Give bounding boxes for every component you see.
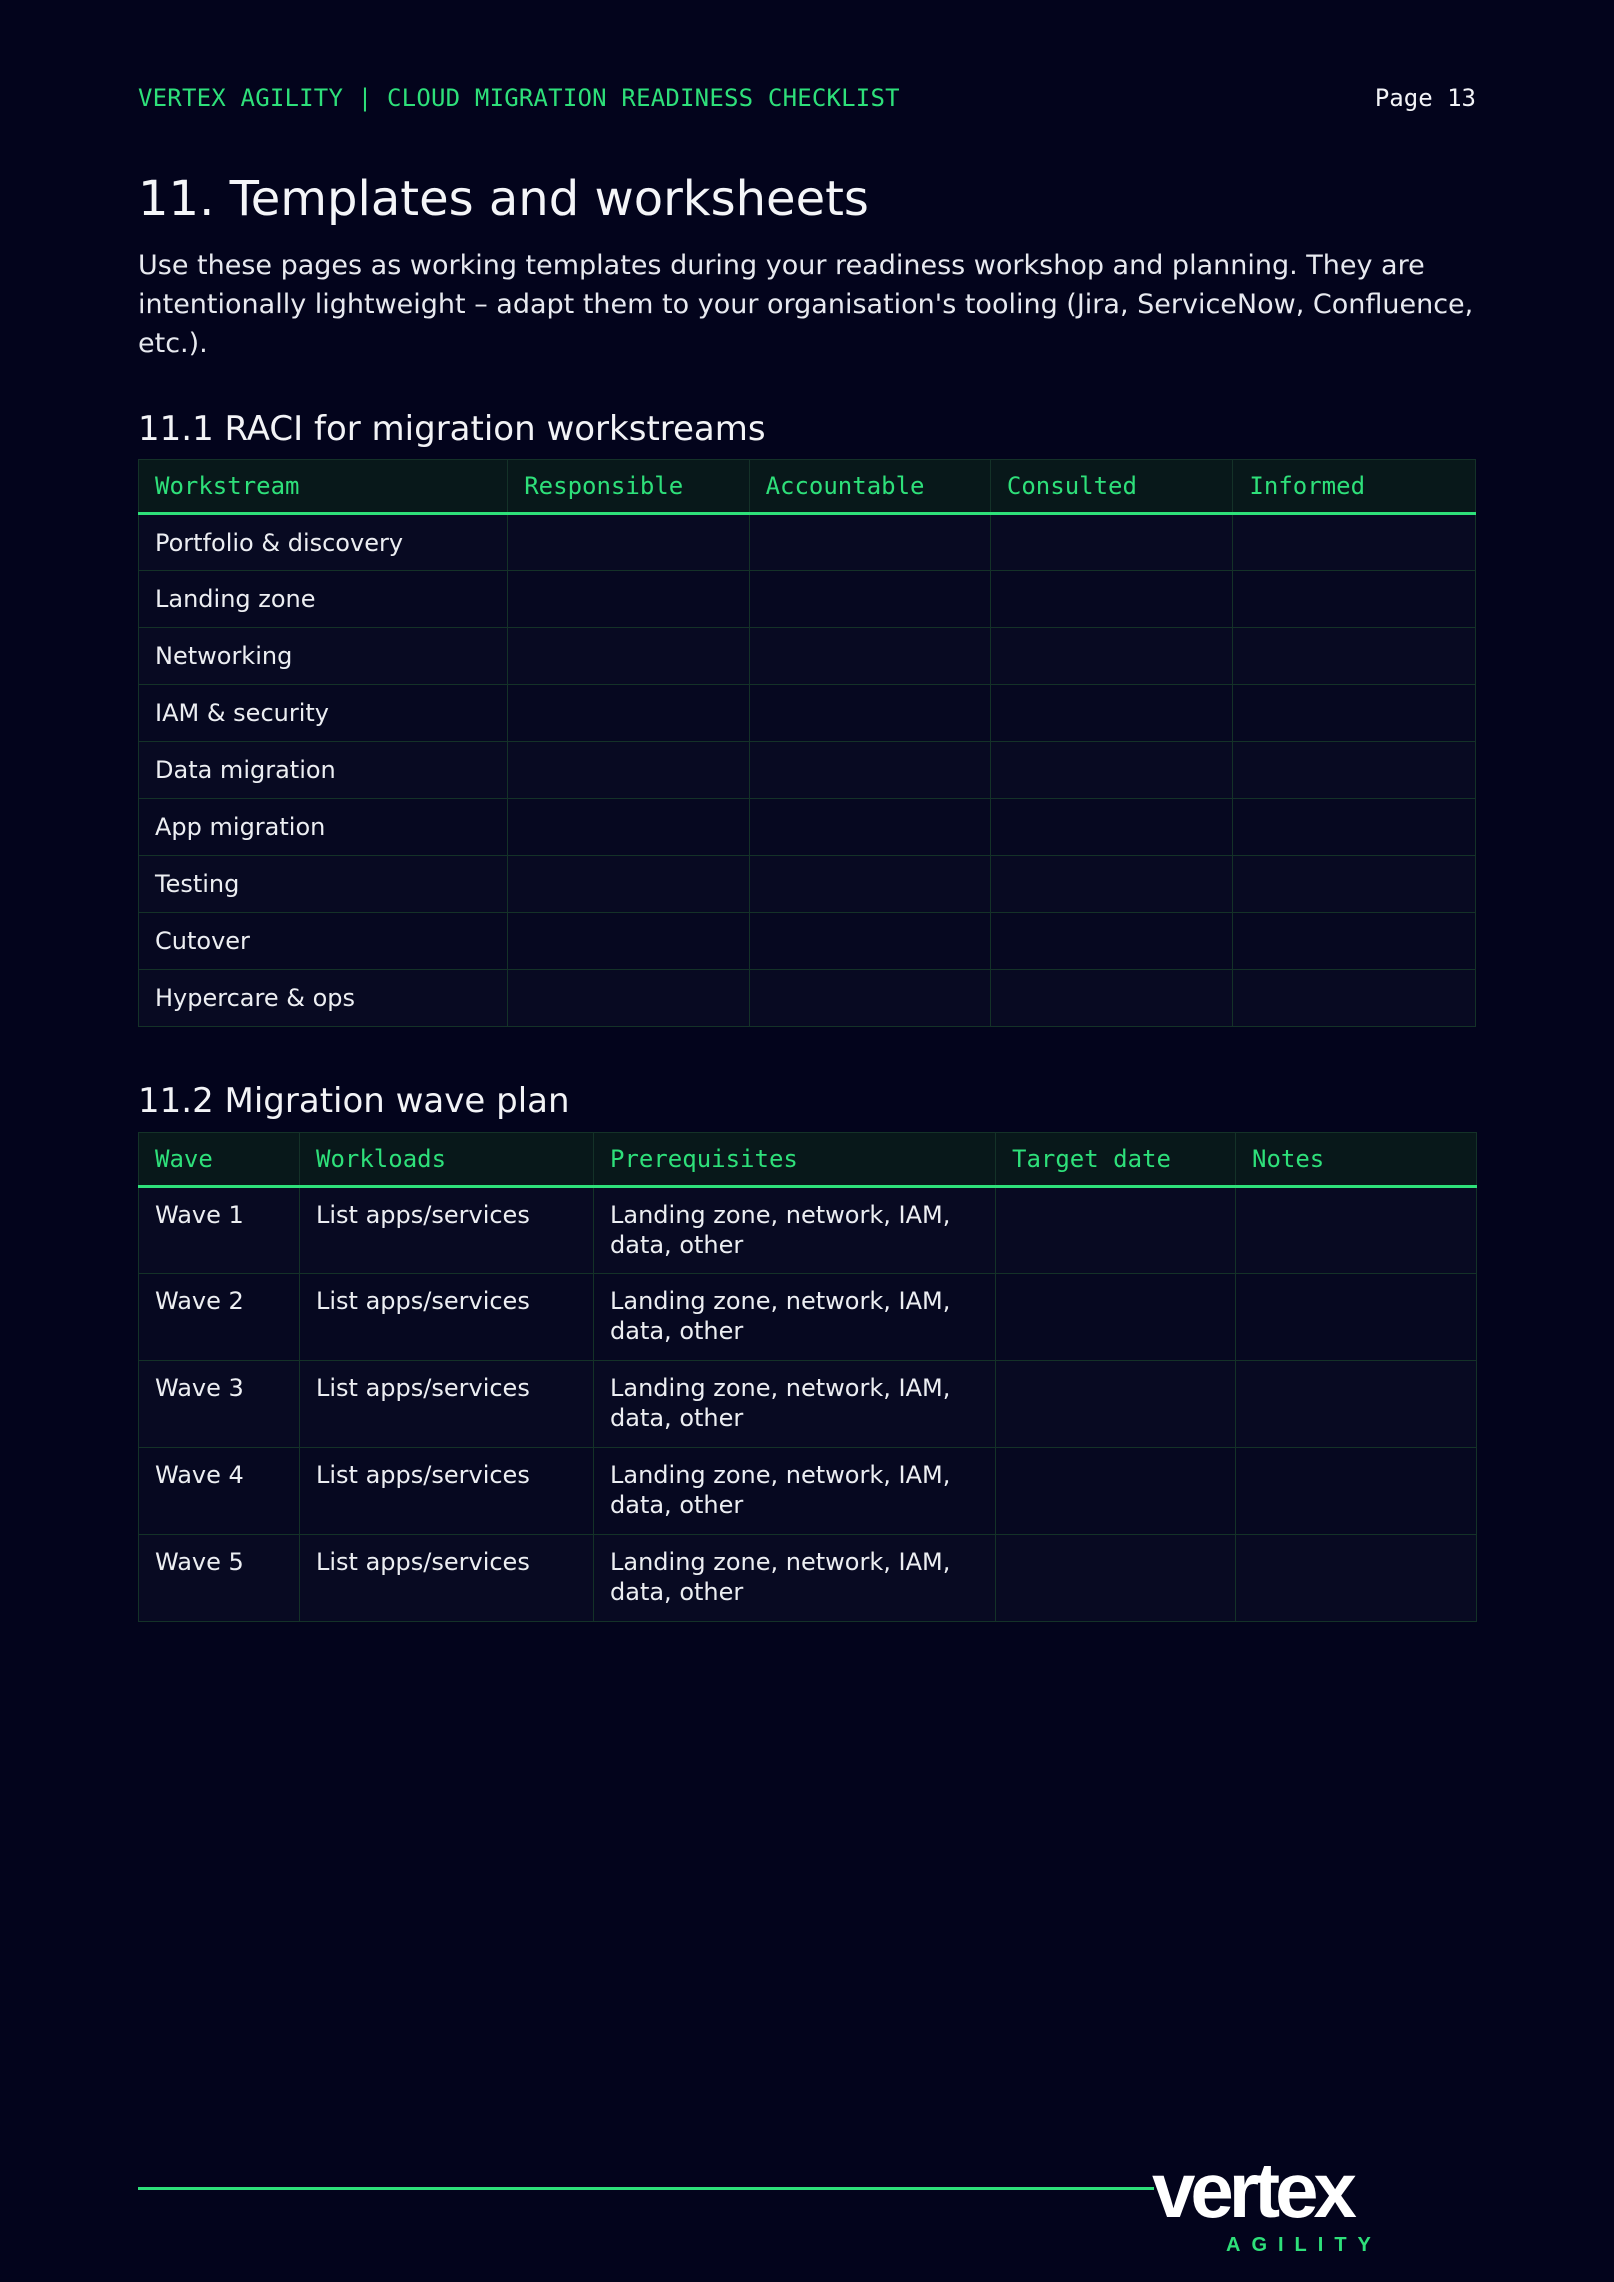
responsible-cell[interactable]: [508, 628, 749, 685]
informed-cell[interactable]: [1233, 856, 1476, 913]
notes-cell[interactable]: [1236, 1448, 1477, 1535]
raci-column-header: Informed: [1233, 460, 1476, 514]
wave-row: [139, 1274, 1477, 1361]
target-date-cell[interactable]: [996, 1361, 1236, 1448]
notes-cell[interactable]: [1236, 1535, 1477, 1622]
consulted-cell[interactable]: [990, 571, 1233, 628]
informed-cell[interactable]: [1233, 913, 1476, 970]
wave-cell: Wave 1: [139, 1187, 300, 1274]
prerequisites-cell[interactable]: Landing zone, network, IAM, data, other: [594, 1361, 996, 1448]
wave-column-header: Prerequisites: [594, 1133, 996, 1187]
wave-row: [139, 1535, 1477, 1622]
workstream-cell: Testing: [139, 856, 508, 913]
raci-heading: 11.1 RACI for migration workstreams: [138, 409, 766, 449]
target-date-cell[interactable]: [996, 1535, 1236, 1622]
raci-column-header: Accountable: [749, 460, 990, 514]
raci-column-header: Consulted: [990, 460, 1233, 514]
raci-row: [139, 970, 1476, 1027]
prerequisites-cell[interactable]: Landing zone, network, IAM, data, other: [594, 1187, 996, 1274]
raci-row: [139, 571, 1476, 628]
workloads-cell[interactable]: List apps/services: [300, 1361, 594, 1448]
accountable-cell[interactable]: [749, 913, 990, 970]
wave-header-row: [139, 1133, 1477, 1187]
responsible-cell[interactable]: [508, 742, 749, 799]
workstream-cell: Portfolio & discovery: [139, 514, 508, 571]
document-title: VERTEX AGILITY | CLOUD MIGRATION READINESS CHECKLIST: [138, 84, 900, 112]
prerequisites-cell[interactable]: Landing zone, network, IAM, data, other: [594, 1535, 996, 1622]
running-header: [138, 84, 1476, 114]
notes-cell[interactable]: [1236, 1274, 1477, 1361]
consulted-cell[interactable]: [990, 856, 1233, 913]
raci-header-row: [139, 460, 1476, 514]
page-number: Page 13: [1374, 84, 1476, 112]
workstream-cell: Cutover: [139, 913, 508, 970]
responsible-cell[interactable]: [508, 571, 749, 628]
accountable-cell[interactable]: [749, 628, 990, 685]
target-date-cell[interactable]: [996, 1448, 1236, 1535]
target-date-cell[interactable]: [996, 1274, 1236, 1361]
workstream-cell: App migration: [139, 799, 508, 856]
raci-row: [139, 799, 1476, 856]
responsible-cell[interactable]: [508, 685, 749, 742]
informed-cell[interactable]: [1233, 970, 1476, 1027]
vertex-agility-logo: [1152, 2146, 1382, 2260]
section-title: 11. Templates and worksheets: [138, 171, 869, 227]
raci-row: [139, 742, 1476, 799]
raci-row: [139, 913, 1476, 970]
workstream-cell: Data migration: [139, 742, 508, 799]
section-intro: Use these pages as working templates during your readiness workshop and planning. They are intentionally lightweight – adapt them to your organisation's tooling (Jira, ServiceNow, Confluence, etc.).: [138, 250, 1474, 359]
consulted-cell[interactable]: [990, 514, 1233, 571]
raci-row: [139, 685, 1476, 742]
consulted-cell[interactable]: [990, 799, 1233, 856]
informed-cell[interactable]: [1233, 514, 1476, 571]
target-date-cell[interactable]: [996, 1187, 1236, 1274]
prerequisites-cell[interactable]: Landing zone, network, IAM, data, other: [594, 1274, 996, 1361]
workstream-cell: IAM & security: [139, 685, 508, 742]
wave-cell: Wave 5: [139, 1535, 300, 1622]
informed-cell[interactable]: [1233, 799, 1476, 856]
wave-column-header: Target date: [996, 1133, 1236, 1187]
consulted-cell[interactable]: [990, 742, 1233, 799]
raci-table: [138, 459, 1476, 1027]
wave-column-header: Workloads: [300, 1133, 594, 1187]
wave-column-header: Notes: [1236, 1133, 1477, 1187]
raci-row: [139, 514, 1476, 571]
responsible-cell[interactable]: [508, 799, 749, 856]
raci-column-header: Workstream: [139, 460, 508, 514]
wave-plan-table: [138, 1132, 1477, 1622]
workloads-cell[interactable]: List apps/services: [300, 1187, 594, 1274]
wave-cell: Wave 2: [139, 1274, 300, 1361]
logo-wordmark: vertex: [1152, 2146, 1352, 2234]
wave-plan-heading: 11.2 Migration wave plan: [138, 1081, 570, 1121]
wave-row: [139, 1448, 1477, 1535]
workloads-cell[interactable]: List apps/services: [300, 1274, 594, 1361]
wave-cell: Wave 3: [139, 1361, 300, 1448]
wave-row: [139, 1187, 1477, 1274]
workstream-cell: Hypercare & ops: [139, 970, 508, 1027]
accountable-cell[interactable]: [749, 970, 990, 1027]
workloads-cell[interactable]: List apps/services: [300, 1448, 594, 1535]
workloads-cell[interactable]: List apps/services: [300, 1535, 594, 1622]
accountable-cell[interactable]: [749, 685, 990, 742]
wave-cell: Wave 4: [139, 1448, 300, 1535]
informed-cell[interactable]: [1233, 571, 1476, 628]
workstream-cell: Landing zone: [139, 571, 508, 628]
responsible-cell[interactable]: [508, 970, 749, 1027]
informed-cell[interactable]: [1233, 628, 1476, 685]
raci-column-header: Responsible: [508, 460, 749, 514]
accountable-cell[interactable]: [749, 514, 990, 571]
logo-tagline: AGILITY: [1226, 2234, 1382, 2256]
consulted-cell[interactable]: [990, 628, 1233, 685]
responsible-cell[interactable]: [508, 913, 749, 970]
footer-divider: [138, 2187, 1154, 2190]
consulted-cell[interactable]: [990, 970, 1233, 1027]
accountable-cell[interactable]: [749, 856, 990, 913]
notes-cell[interactable]: [1236, 1187, 1477, 1274]
consulted-cell[interactable]: [990, 913, 1233, 970]
consulted-cell[interactable]: [990, 685, 1233, 742]
accountable-cell[interactable]: [749, 799, 990, 856]
accountable-cell[interactable]: [749, 742, 990, 799]
informed-cell[interactable]: [1233, 685, 1476, 742]
responsible-cell[interactable]: [508, 514, 749, 571]
raci-row: [139, 856, 1476, 913]
wave-column-header: Wave: [139, 1133, 300, 1187]
wave-row: [139, 1361, 1477, 1448]
prerequisites-cell[interactable]: Landing zone, network, IAM, data, other: [594, 1448, 996, 1535]
informed-cell[interactable]: [1233, 742, 1476, 799]
responsible-cell[interactable]: [508, 856, 749, 913]
raci-row: [139, 628, 1476, 685]
workstream-cell: Networking: [139, 628, 508, 685]
accountable-cell[interactable]: [749, 571, 990, 628]
notes-cell[interactable]: [1236, 1361, 1477, 1448]
